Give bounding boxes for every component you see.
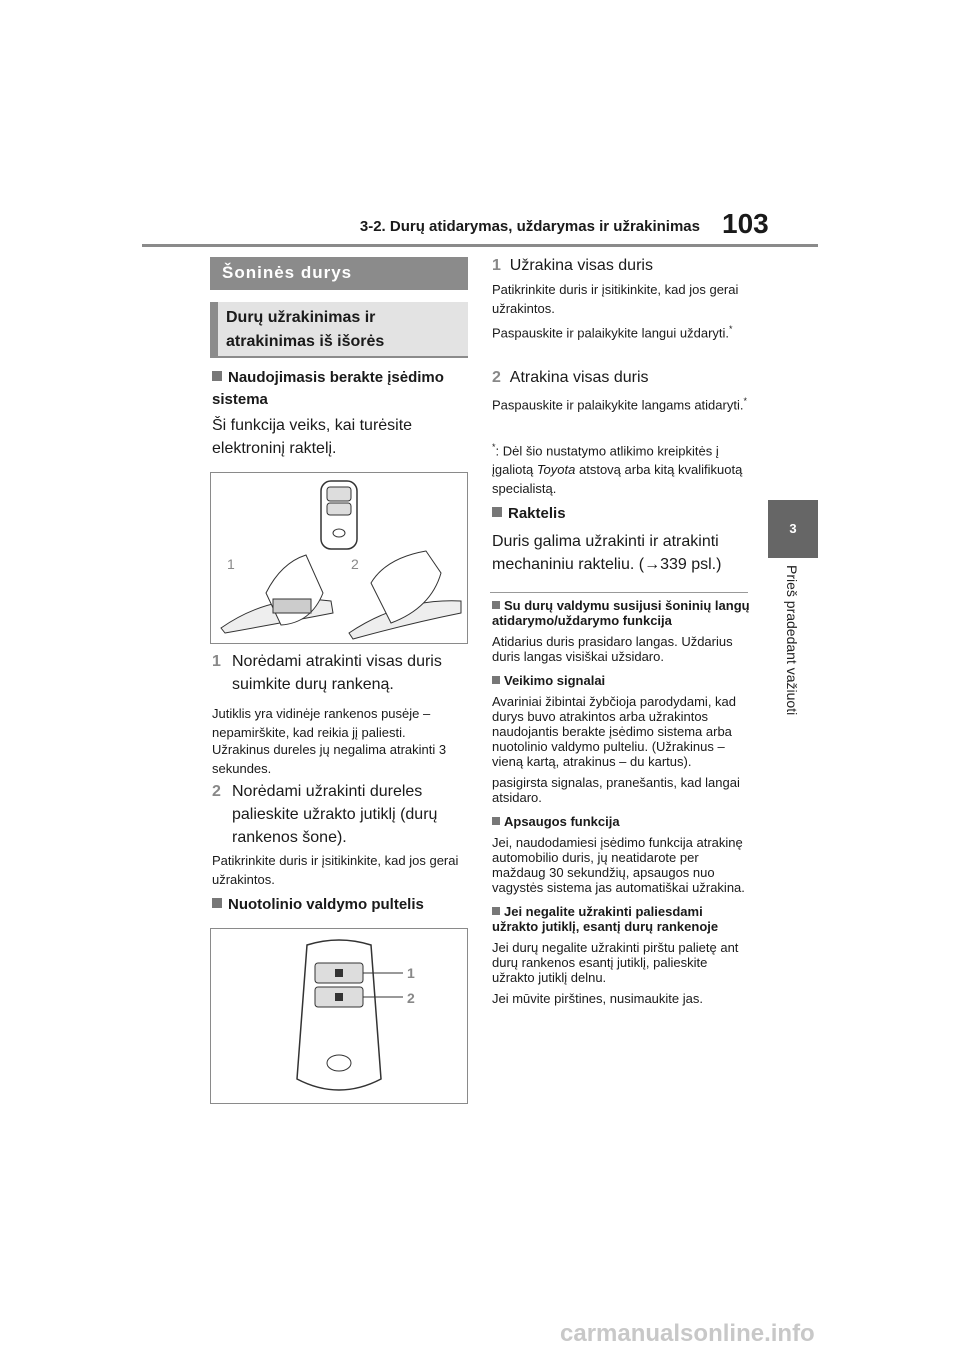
figure-remote [210,928,468,1104]
note2-heading: Veikimo signalai [492,673,750,688]
door-handle-illustration [211,473,467,643]
chapter-tab: 3 [768,500,818,558]
step2-note: Patikrinkite duris ir įsitikinkite, kad jos gerai užrakintos. [212,853,459,887]
chapter-title-vertical [780,565,804,745]
r-step2 [492,366,750,389]
fig2-label-2: 2 [407,990,415,1006]
r-step1-note1: Patikrinkite duris ir įsitikinkite, kad jos gerai užrakintos. [492,282,739,316]
note2-body2: pasigirsta signalas, pranešantis, kad langai atsidaro. [492,775,740,805]
header-rule [142,244,818,247]
square-bullet-icon [492,907,500,915]
notes-divider [490,592,748,593]
note3-heading: Apsaugos funkcija [492,814,750,829]
sub-remote: Nuotolinio valdymo pultelis [212,894,468,916]
section-title: 3-2. Durų atidarymas, uždarymas ir užrakinimas [359,218,700,235]
note4-body2: Jei mūvite pirštines, nusimaukite jas. [492,991,703,1006]
square-bullet-icon [492,601,500,609]
square-bullet-icon [492,817,500,825]
step1-number: 1 [212,653,221,670]
note1-body: Atidarius duris prasidaro langas. Uždarius duris langas visiškai užsidaro. [492,634,733,664]
step1-text: Norėdami atrakinti visas duris suimkite durų rankeną. [232,653,442,693]
page-number: 103 [722,208,769,239]
note2-body1: Avariniai žibintai žybčioja parodydami, kad durys buvo atrakintos arba užrakintos naudojantis berakte įsėdimo sistema arba nuotolinio valdymo pulteliu. (Užrakinus – vieną kartą, atrakinus – du kartus). [492,694,736,769]
note3-body: Jei, naudodamiesi įsėdimo funkcija atrakinę automobilio duris, jų neatidarote per maždaug 30 sekundžių, apsaugos nuo vagystės sistema jas automatiškai užrakina. [492,835,745,895]
remote-fob-illustration [211,929,467,1103]
step1 [212,650,468,696]
fig1-label-1: 1 [227,556,235,572]
r-step2-text: Atrakina visas duris [509,369,649,386]
square-bullet-icon [492,676,500,684]
intro-text: Ši funkcija veiks, kai turėsite elektroninį raktelį. [212,417,413,457]
note4-heading: Jei negalite užrakinti paliesdami užrakto jutiklį, esantį durų rankenoje [492,904,719,934]
step1-note2: Užrakinus dureles jų negalima atrakinti 3 sekundes. [212,742,447,776]
figure-door-handle [210,472,468,644]
r-step1-note2: Paspauskite ir palaikykite langui uždaryti.* [492,324,733,341]
fig1-label-2: 2 [351,556,359,572]
footnote: *: Dėl šio nustatymo atlikimo kreipkitės į įgaliotą Toyota atstovą arba kitą kvalifikuotą specialistą. [492,442,743,497]
step1-note1: Jutiklis yra vidinėje rankenos pusėje – nepamirškite, kad reikia jį paliesti. [212,706,431,740]
r-step2-number: 2 [492,369,501,386]
sub-key: Raktelis [492,503,748,525]
step2-text: Norėdami užrakinti dureles palieskite užrakto jutiklį (durų rankenos šone). [232,783,438,846]
r-step2-note: Paspauskite ir palaikykite langams atidaryti.* [492,396,747,413]
heading-doors: Šoninės durys [210,257,468,290]
step2-number: 2 [212,783,221,800]
watermark: carmanualsonline.info [560,1320,815,1347]
fig2-label-1: 1 [407,965,415,981]
raktelis-text: Duris galima užrakinti ir atrakinti mechaniniu rakteliu. (→339 psl.) [492,533,722,573]
square-bullet-icon [212,898,222,908]
note4-body1: Jei durų negalite užrakinti pirštu palietę ant durų rankenos esantį jutiklį, palieskite užrakto jutiklį delnu. [492,940,739,985]
r-step1-text: Užrakina visas duris [509,257,653,274]
square-bullet-icon [212,371,222,381]
heading-lock-outside: Durų užrakinimas ir atrakinimas iš išorės [210,302,468,358]
square-bullet-icon [492,507,502,517]
notes [492,598,750,1006]
r-step1 [492,254,750,277]
chapter-title: Prieš pradedant važiuoti [784,565,800,716]
r-step1-number: 1 [492,257,501,274]
note1-heading: Su durų valdymu susijusi šoninių langų atidarymo/uždarymo funkcija [492,598,750,628]
step2 [212,780,468,849]
sub-smart-entry: Naudojimasis berakte įsėdimo sistema [212,369,444,408]
